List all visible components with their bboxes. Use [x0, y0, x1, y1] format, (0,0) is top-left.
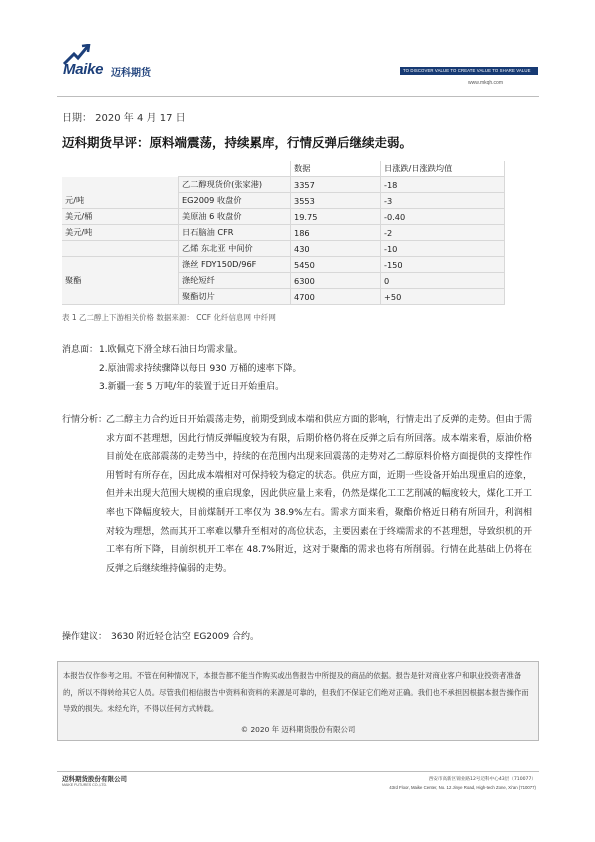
disclaimer-text: 本报告仅作参考之用。不管在何种情况下，本报告都不能当作购买或出售报告中所提及的商品的依据。报告是针对商业客户和职业投资者准备的，所以不得转给其它人员。尽管我们相信报告中资料和资料的来源是可靠的，但我们不保证它们绝对正确。我们也不承担因根据本报告操作而导致的损失。未经允许，不得以任何方式转载。: [63, 671, 529, 713]
table-cell: 430: [291, 241, 381, 257]
table-cell: -0.40: [381, 209, 505, 225]
table-header-cell: [179, 161, 291, 177]
report-title: 迈科期货早评：原料端震荡，持续累库，行情反弹后继续走弱。: [62, 135, 413, 150]
table-row: [62, 273, 505, 289]
table-cell: [62, 177, 179, 193]
table-row: [62, 225, 505, 241]
header-divider: [57, 96, 539, 97]
table-row: [62, 289, 505, 305]
footer-address-en: 43rd Floor, Maike Center, No. 12 Jinye Road, High-tech Zone, Xi'an (710077): [389, 785, 536, 790]
table-cell: 186: [291, 225, 381, 241]
copyright: © 2020 年 迈科期货股份有限公司: [240, 725, 356, 734]
table-cell: [62, 289, 179, 305]
table-cell: -2: [381, 225, 505, 241]
table-cell: EG2009 收盘价: [179, 193, 291, 209]
table-cell: 4700: [291, 289, 381, 305]
table-cell: 美元/吨: [62, 225, 179, 241]
table-row: [62, 257, 505, 273]
news-label: 消息面：: [62, 345, 99, 355]
table-header-row: [62, 161, 505, 177]
table-cell: 聚酯: [62, 273, 179, 289]
table-cell: 乙二醇现货价(张家港): [179, 177, 291, 193]
table-cell: 涤纶短纤: [179, 273, 291, 289]
operation-label: 操作建议：: [62, 632, 108, 642]
table-cell: +50: [381, 289, 505, 305]
footer-divider: [57, 771, 539, 772]
footer-company-name: 迈科期货股份有限公司: [62, 775, 127, 783]
news-item: 1.欧佩克下滑全球石油日均需求量。: [99, 345, 243, 355]
table-row: [62, 193, 505, 209]
table-cell: -10: [381, 241, 505, 257]
table-row: [62, 177, 505, 193]
news-item: 2.原油需求持续骤降以每日 930 万桶的速率下降。: [99, 364, 302, 374]
report-date: 日期： 2020 年 4 月 17 日: [62, 113, 186, 124]
footer-company-name-en: MAIKE FUTURES CO.,LTD.: [62, 783, 108, 787]
table-cell: 涤丝 FDY150D/96F: [179, 257, 291, 273]
table-cell: 聚酯切片: [179, 289, 291, 305]
table-cell: 5450: [291, 257, 381, 273]
table-header-cell: 数据: [291, 161, 381, 177]
table-cell: 美元/桶: [62, 209, 179, 225]
table-caption: 表 1 乙二醇上下游相关价格 数据来源： CCF 化纤信息网 中纤网: [62, 313, 276, 322]
website-link[interactable]: www.mkqh.com: [468, 80, 504, 86]
table-row: [62, 209, 505, 225]
table-cell: -150: [381, 257, 505, 273]
analysis-label: 行情分析：: [62, 415, 108, 425]
logo-text: Maike: [63, 61, 104, 78]
news-item: 3.新疆一套 5 万吨/年的装置于近日开始重启。: [99, 382, 285, 392]
table-cell: 乙烯 东北亚 中间价: [179, 241, 291, 257]
table-cell: -3: [381, 193, 505, 209]
table-cell: 元/吨: [62, 193, 179, 209]
price-table: [62, 161, 505, 305]
logo-company-name: 迈科期货: [111, 68, 151, 79]
table-cell: 0: [381, 273, 505, 289]
table-cell: [62, 257, 179, 273]
operation-text: 3630 附近轻仓沽空 EG2009 合约。: [111, 632, 260, 642]
table-row: [62, 241, 505, 257]
table-cell: 3553: [291, 193, 381, 209]
table-cell: [62, 241, 179, 257]
table-header-cell: 日涨跌/日涨跌均值: [381, 161, 505, 177]
table-cell: 美原油 6 收盘价: [179, 209, 291, 225]
analysis-text: 乙二醇主力合约近日开始震荡走势，前期受到成本端和供应方面的影响，行情走出了反弹的走势。但由于需求方面不甚理想，因此行情反弹幅度较为有限，后期价格仍将在反弹之后有所回落。成本端来看，原油价格目前处在底部震荡的走势当中，持续的在范围内出现来回震荡的走势对乙二醇原料价格方面提供的支撑性作用暂时有所存在，因此成本端相对可保持较为稳定的状态。供应方面，近期一些设备开始出现重启的迹象，但并未出现大范围大规模的重启现象，因此供应量上来看，仍然是煤化工工艺削减的幅度较大，煤化工开工率也下降幅度较大，目前煤制开工率仅为 38.9%左右。需求方面来看，聚酯价格近日稍有所回升，利润相对较为理想，然而其开工率难以攀升至相对的高位状态，主要因素在于终端需求的不甚理想，导致织机的开工率有所下降，目前织机开工率在 48.7%附近，这对于聚酯的需求也将有所削弱。行情在此基础上仍将在反弹之后继续维持偏弱的走势。: [106, 415, 532, 574]
table-cell: 6300: [291, 273, 381, 289]
table-cell: -18: [381, 177, 505, 193]
footer-address: 西安市高新区锦业路12号迈科中心43层（710077）: [428, 777, 536, 782]
table-cell: 3357: [291, 177, 381, 193]
table-header-cell: [62, 161, 179, 177]
slogan: TO DISCOVER VALUE TO CREATE VALUE TO SHARE VALUE: [403, 68, 531, 73]
table-cell: 日石脑油 CFR: [179, 225, 291, 241]
table-cell: 19.75: [291, 209, 381, 225]
